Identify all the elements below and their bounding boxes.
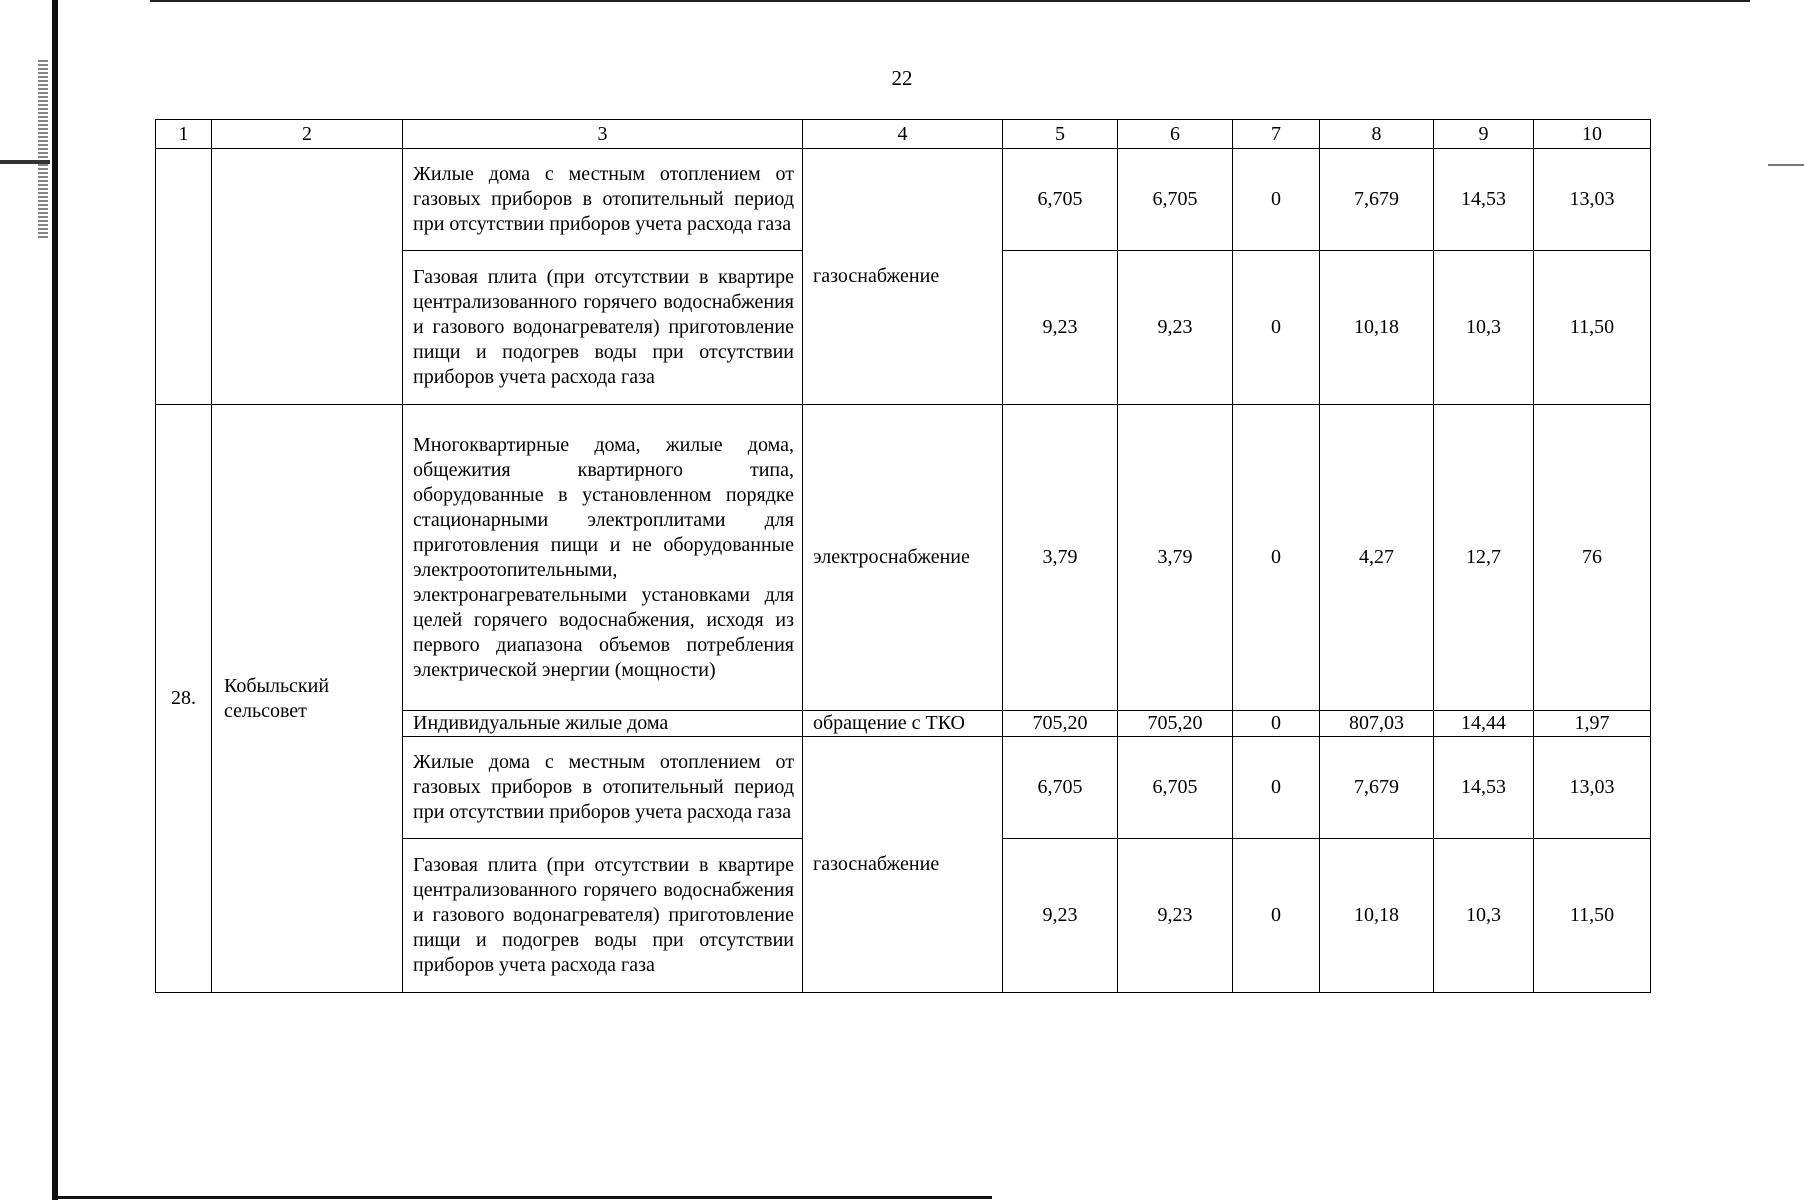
value-cell: 14,44 [1434,711,1534,737]
value-cell: 705,20 [1003,711,1118,737]
value-cell: 10,3 [1434,251,1534,405]
page-number: 22 [891,66,913,90]
value-cell: 7,679 [1320,737,1434,839]
scan-right-mark [1768,164,1804,166]
description-cell: Газовая плита (при отсутствии в квартире централизованного горячего водоснабжения и газового водонагревателя) приготовление пищи и подогрев воды при отсутствии приборов учета расхода газа [403,251,803,405]
value-cell: 6,705 [1118,737,1233,839]
service-cell: обращение с ТКО [803,711,1003,737]
header-row [156,120,1651,149]
header-cell: 1 [156,120,212,149]
value-cell: 9,23 [1118,839,1233,993]
value-cell: 6,705 [1118,149,1233,251]
value-cell: 10,18 [1320,839,1434,993]
header-cell: 10 [1534,120,1651,149]
scan-left-mark [0,160,50,164]
service-cell: газоснабжение [803,149,1003,405]
value-cell: 0 [1233,711,1320,737]
value-cell: 705,20 [1118,711,1233,737]
value-cell: 6,705 [1003,149,1118,251]
header-cell: 9 [1434,120,1534,149]
value-cell: 11,50 [1534,839,1651,993]
value-cell: 3,79 [1003,405,1118,711]
value-cell: 76 [1534,405,1651,711]
value-cell: 6,705 [1003,737,1118,839]
value-cell: 13,03 [1534,149,1651,251]
value-cell: 0 [1233,405,1320,711]
value-cell: 9,23 [1003,251,1118,405]
header-cell: 8 [1320,120,1434,149]
row-number-cell: 28. [156,405,212,993]
value-cell: 13,03 [1534,737,1651,839]
scan-left-edge [52,0,58,1200]
value-cell: 7,679 [1320,149,1434,251]
row-number-cell [156,149,212,405]
description-cell: Жилые дома с местным отоплением от газовых приборов в отопительный период при отсутствии приборов учета расхода газа [403,149,803,251]
value-cell: 1,97 [1534,711,1651,737]
value-cell: 0 [1233,251,1320,405]
value-cell: 10,3 [1434,839,1534,993]
scan-top-edge [150,0,1750,2]
settlement-name-cell [212,149,403,405]
header-cell: 7 [1233,120,1320,149]
value-cell: 14,53 [1434,149,1534,251]
description-cell: Газовая плита (при отсутствии в квартире централизованного горячего водоснабжения и газового водонагревателя) приготовление пищи и подогрев воды при отсутствии приборов учета расхода газа [403,839,803,993]
header-cell: 6 [1118,120,1233,149]
value-cell: 9,23 [1118,251,1233,405]
description-cell: Жилые дома с местным отоплением от газовых приборов в отопительный период при отсутствии приборов учета расхода газа [403,737,803,839]
header-cell: 3 [403,120,803,149]
description-cell: Индивидуальные жилые дома [403,711,803,737]
value-cell: 4,27 [1320,405,1434,711]
table-row [156,405,1651,711]
tariff-table [155,119,1651,993]
value-cell: 10,18 [1320,251,1434,405]
value-cell: 3,79 [1118,405,1233,711]
value-cell: 11,50 [1534,251,1651,405]
value-cell: 0 [1233,839,1320,993]
service-cell: электроснабжение [803,405,1003,711]
value-cell: 0 [1233,149,1320,251]
header-cell: 2 [212,120,403,149]
settlement-name-cell: Кобыльский сельсовет [212,405,403,993]
value-cell: 14,53 [1434,737,1534,839]
header-cell: 4 [803,120,1003,149]
value-cell: 12,7 [1434,405,1534,711]
value-cell: 807,03 [1320,711,1434,737]
table-row [156,149,1651,251]
value-cell: 0 [1233,737,1320,839]
scan-bottom-edge [52,1196,992,1199]
header-cell: 5 [1003,120,1118,149]
service-cell: газоснабжение [803,737,1003,993]
value-cell: 9,23 [1003,839,1118,993]
description-cell: Многоквартирные дома, жилые дома, общежития квартирного типа, оборудованные в установленном порядке стационарными электроплитами для приготовления пищи и не оборудованные электроотопительными, электронагревательными установками для целей горячего водоснабжения, исходя из первого диапазона объемов потребления электрической энергии (мощности) [403,405,803,711]
